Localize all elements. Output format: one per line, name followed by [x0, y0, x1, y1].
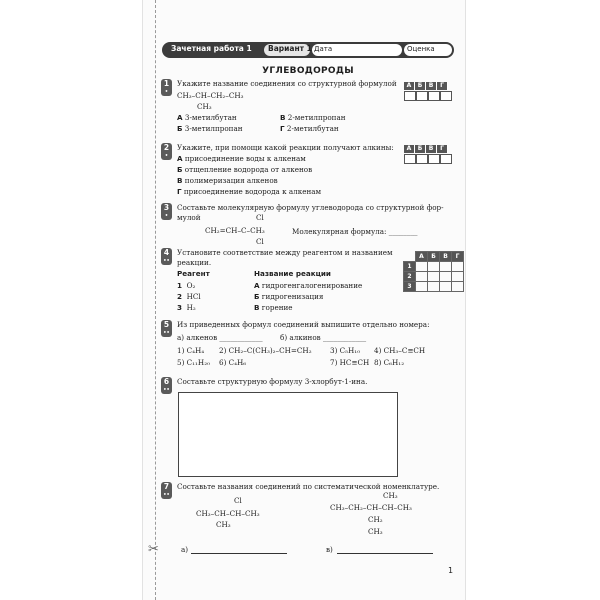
task-5-text: Из приведенных формул соединений выпишите отдельно номера:: [177, 320, 430, 329]
task-1-formula: CH₃–CH–CH₂–CH₃: [177, 91, 244, 100]
task-2-answer-header: А Б В Г: [404, 145, 448, 153]
task-4-reaction-v: В горение: [254, 303, 293, 312]
task-1-answer-cells[interactable]: [404, 91, 452, 101]
task-7-formula-1-bottom: CH₃: [216, 520, 231, 529]
task-7-formula-2-bottom: CH₃: [368, 527, 383, 536]
task-7-formula-2-mid: CH₂: [368, 515, 383, 524]
task-7-text: Составьте названия соединений по систематической номенклатуре.: [177, 482, 440, 491]
header-label: Зачетная работа 1: [171, 44, 252, 53]
task-5-formula-8: 8) C₆H₁₂: [374, 358, 405, 367]
task-1-formula-branch: CH₃: [197, 102, 212, 111]
task-number-2: 2 •: [161, 143, 172, 160]
task-4-reagent-1: 1 O₂: [177, 281, 196, 290]
task-7-formula-2-top: CH₃: [383, 491, 398, 500]
task-number-1: 1 •: [161, 79, 172, 96]
task-1-option-b: Б 3-метилпропан: [177, 124, 243, 133]
task-7-answer-a-label: а): [181, 545, 189, 554]
task-3-formula-bottom: Cl: [256, 237, 264, 246]
task-3-text-line2: мулой: [177, 213, 201, 222]
task-7-formula-2: CH₃–CH₂–CH–CH–CH₃: [330, 503, 412, 512]
variant-label: Вариант 1: [268, 44, 312, 53]
task-1-text: Укажите название соединения со структурной формулой: [177, 79, 397, 88]
task-number-7: 7 ••: [161, 482, 172, 499]
task-number-3: 3 •: [161, 203, 172, 220]
task-2-option-a: А присоединение воды к алкенам: [177, 154, 306, 163]
task-6-text: Составьте структурную формулу 3-хлорбут-1-ина.: [177, 377, 368, 386]
task-5-formula-7: 7) HC≡CH: [330, 358, 370, 367]
task-7-formula-1: CH₃–CH–CH–CH₃: [196, 509, 260, 518]
task-3-formula-top: Cl: [256, 213, 264, 222]
task-3-text-line1: Составьте молекулярную формулу углеводорода со структурной фор-: [177, 203, 444, 212]
task-5-alkenes-label[interactable]: а) алкенов ____________: [177, 333, 263, 342]
task-7-formula-1-top: Cl: [234, 496, 242, 505]
page-number: 1: [448, 566, 454, 575]
task-4-text-line2: реакции.: [177, 258, 212, 267]
task-4-text-line1: Установите соответствие между реагентом и названием: [177, 248, 393, 257]
task-number-5: 5 ••: [161, 320, 172, 337]
task-5-formula-4: 4) CH₃–C≡CH: [374, 346, 426, 355]
task-2-option-g: Г присоединение водорода к алкенам: [177, 187, 322, 196]
task-2-text: Укажите, при помощи какой реакции получают алкины:: [177, 143, 394, 152]
task-4-reagent-2: 2 HCl: [177, 292, 201, 301]
task-1-option-a: А 3-метилбутан: [177, 113, 237, 122]
task-7-answer-b-label: в): [326, 545, 333, 554]
task-5-formula-6: 6) C₄H₆: [219, 358, 247, 367]
task-number-4: 4 ••: [161, 248, 172, 265]
scissors-icon: ✂: [148, 542, 159, 557]
task-7-answer-b-line[interactable]: [337, 553, 433, 554]
task-3-answer-label: Молекулярная формула: ________: [292, 227, 418, 236]
task-1-option-v: В 2-метилпропан: [280, 113, 346, 122]
grade-label: Оценка: [407, 45, 435, 53]
task-1-option-g: Г 2-метилбутан: [280, 124, 339, 133]
task-2-answer-cells[interactable]: [404, 154, 452, 164]
task-number-6: 6 ••: [161, 377, 172, 394]
task-3-formula: CH₂=CH–C–CH₃: [205, 226, 265, 235]
date-label: Дата: [314, 45, 333, 53]
task-4-col-reaction: Название реакции: [254, 269, 331, 278]
task-4-reagent-3: 3 H₂: [177, 303, 196, 312]
task-4-answer-grid[interactable]: А Б В Г 1 2 3: [403, 251, 464, 292]
task-4-col-reagent: Реагент: [177, 269, 210, 278]
task-5-formula-2: 2) CH₂–C(CH₃)₂–CH=CH₂: [219, 346, 312, 355]
task-7-answer-a-line[interactable]: [191, 553, 287, 554]
task-5-formula-3: 3) C₅H₁₀: [330, 346, 361, 355]
task-5-formula-5: 5) C₁₁H₂₀: [177, 358, 210, 367]
task-2-option-b: Б отщепление водорода от алкенов: [177, 165, 313, 174]
task-1-answer-header: А Б В Г: [404, 82, 448, 90]
cut-line: [155, 0, 156, 600]
page-title: УГЛЕВОДОРОДЫ: [262, 66, 354, 76]
task-5-alkynes-label[interactable]: б) алкинов ____________: [280, 333, 367, 342]
task-4-reaction-a: А гидрогенгалогенирование: [254, 281, 363, 290]
task-2-option-v: В полимеризация алкенов: [177, 176, 278, 185]
task-5-formula-1: 1) C₄H₄: [177, 346, 205, 355]
task-6-answer-box[interactable]: [178, 392, 398, 477]
task-4-reaction-b: Б гидрогенизация: [254, 292, 324, 301]
